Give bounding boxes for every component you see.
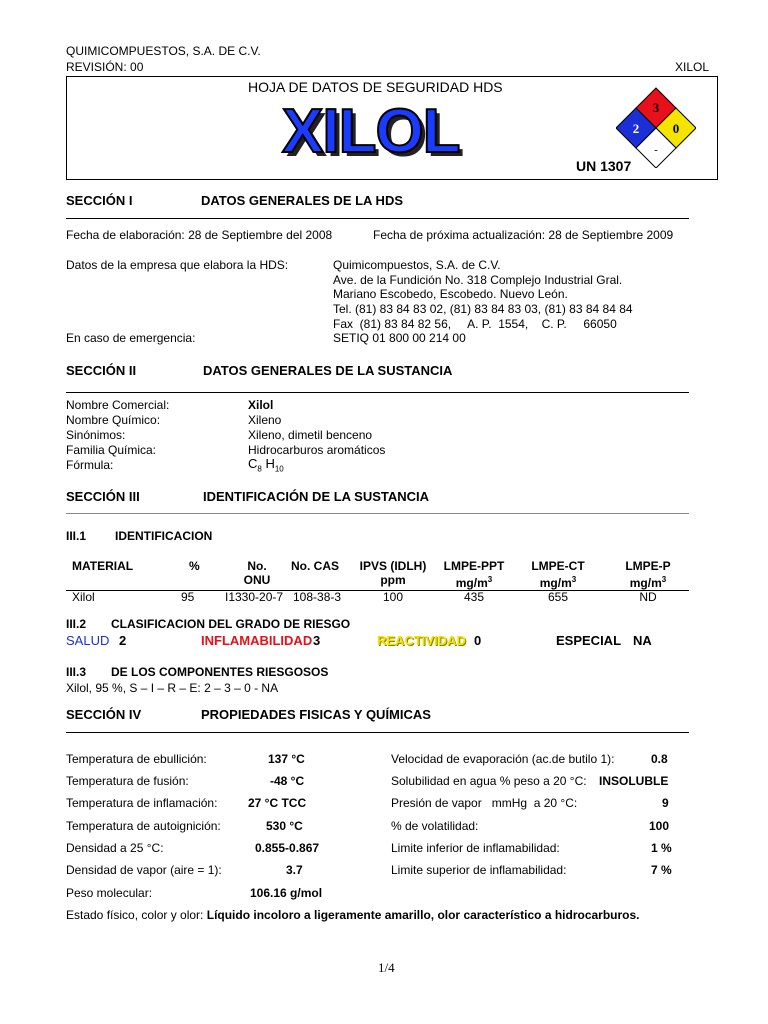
prop-value: 100 — [649, 819, 670, 833]
components-text: Xilol, 95 %, S – I – R – E: 2 – 3 – 0 - NA — [66, 681, 279, 695]
prop-label: Limite superior de inflamabilidad: — [391, 863, 567, 877]
familia-value: Hidrocarburos aromáticos — [248, 443, 386, 457]
section-3-number: SECCIÓN III — [66, 489, 140, 504]
td-cas: 108-38-3 — [293, 590, 342, 604]
prop-label: Peso molecular: — [66, 886, 153, 900]
empresa-label: Datos de la empresa que elabora la HDS: — [66, 258, 289, 272]
fecha-elaboracion: Fecha de elaboración: 28 de Septiembre del 2008 — [66, 228, 333, 242]
section-3-title: IDENTIFICACIÓN DE LA SUSTANCIA — [203, 489, 430, 504]
product-code: XILOL — [675, 60, 710, 74]
empresa-line: Fax (81) 83 84 82 56, A. P. 1554, C. P. 66050 — [333, 317, 617, 331]
prop-value: 27 °C TCC — [248, 796, 307, 810]
th-lmpe-ppt: LMPE-PPT $mg/m^3$ — [443, 559, 505, 590]
formula-value: $C_8$ $H_{10}$ — [248, 456, 284, 474]
nfpa-flammability-value: 3 — [652, 100, 660, 115]
prop-label: Temperatura de autoignición: — [66, 819, 221, 833]
section-1-number: SECCIÓN I — [66, 193, 133, 208]
prop-label: Limite inferior de inflamabilidad: — [391, 841, 560, 855]
prop-value: 0.855-0.867 — [255, 841, 320, 855]
section-2-title: DATOS GENERALES DE LA SUSTANCIA — [203, 363, 453, 378]
prop-value: 1 % — [651, 841, 672, 855]
prop-value: -48 °C — [270, 774, 305, 788]
nfpa-special-value: - — [654, 144, 658, 156]
prop-label: Presión de vapor mmHg a 20 °C: — [391, 796, 578, 810]
sub-iii3-number: III.3 — [66, 665, 87, 679]
td-percent: 95 — [181, 590, 195, 604]
prop-value: 7 % — [651, 863, 672, 877]
nombre-quimico-label: Nombre Químico: — [66, 413, 161, 427]
sub-iii1-title: IDENTIFICACION — [115, 529, 213, 543]
th-lmpe-p: LMPE-P $mg/m^3$ — [625, 559, 671, 590]
td-material: Xilol — [72, 590, 95, 604]
sub-iii2-title: CLASIFICACION DEL GRADO DE RIESGO — [111, 617, 351, 631]
th-material: MATERIAL — [72, 559, 134, 573]
section-4-divider — [66, 732, 689, 733]
un-number: UN 1307 — [576, 158, 632, 174]
reactividad-value: 0 — [474, 633, 482, 648]
th-ipvs: IPVS (IDLH) ppm — [359, 559, 427, 587]
especial-label: ESPECIAL — [556, 633, 622, 648]
product-big-title: XILOL — [282, 97, 460, 166]
sheet-title: HOJA DE DATOS DE SEGURIDAD HDS — [248, 79, 503, 95]
nfpa-health-value: 2 — [632, 121, 640, 136]
prop-value: 0.8 — [651, 752, 668, 766]
familia-label: Familia Química: — [66, 443, 157, 457]
prop-label: Temperatura de fusión: — [66, 774, 189, 788]
prop-value: 137 °C — [268, 752, 305, 766]
section-1-divider — [66, 218, 689, 219]
prop-label: Temperatura de ebullición: — [66, 752, 207, 766]
empresa-line: Ave. de la Fundición No. 318 Complejo Industrial Gral. — [333, 273, 623, 287]
prop-label: Densidad de vapor (aire = 1): — [66, 863, 222, 877]
sub-iii2-number: III.2 — [66, 617, 87, 631]
prop-value: 3.7 — [286, 863, 303, 877]
page-number: 1/4 — [378, 960, 395, 975]
section-2-divider — [66, 392, 689, 393]
td-ipvs: 100 — [382, 590, 404, 604]
nfpa-reactivity-value: 0 — [672, 121, 680, 136]
sub-iii1-number: III.1 — [66, 529, 87, 543]
section-3-divider — [66, 513, 689, 514]
nfpa-diamond-icon — [616, 86, 696, 168]
prop-label: Velocidad de evaporación (ac.de butilo 1): — [391, 752, 615, 766]
emergencia-label: En caso de emergencia: — [66, 331, 196, 345]
td-lmpe-ct: 655 — [547, 590, 569, 604]
prop-value: INSOLUBLE — [599, 774, 669, 788]
td-lmpe-ppt: 435 — [463, 590, 485, 604]
prop-value: 106.16 g/mol — [250, 886, 323, 900]
sinonimos-value: Xileno, dimetil benceno — [248, 428, 373, 442]
revision-label: REVISIÓN: 00 — [66, 60, 144, 74]
nombre-comercial-value: Xilol — [248, 398, 274, 412]
td-onu: I1330-20-7 — [225, 590, 284, 604]
sub-iii3-title: DE LOS COMPONENTES RIESGOSOS — [111, 665, 329, 679]
section-4-title: PROPIEDADES FISICAS Y QUÍMICAS — [201, 707, 431, 722]
prop-value: 530 °C — [266, 819, 303, 833]
company-name: QUIMICOMPUESTOS, S.A. DE C.V. — [66, 44, 261, 58]
th-onu: No. ONU — [243, 559, 271, 587]
empresa-line: Quimicompuestos, S.A. de C.V. — [333, 258, 501, 272]
section-4-number: SECCIÓN IV — [66, 707, 142, 722]
inflamabilidad-value: 3 — [313, 633, 321, 648]
empresa-line: Mariano Escobedo, Escobedo. Nuevo León. — [333, 287, 568, 301]
prop-label: Densidad a 25 °C: — [66, 841, 164, 855]
especial-value: NA — [633, 633, 652, 648]
nombre-comercial-label: Nombre Comercial: — [66, 398, 170, 412]
empresa-line: Tel. (81) 83 84 83 02, (81) 83 84 83 03, (81) 83 84 84 84 — [333, 302, 633, 316]
td-lmpe-p: ND — [639, 590, 657, 604]
prop-label: Temperatura de inflamación: — [66, 796, 218, 810]
inflamabilidad-label: INFLAMABILIDAD — [201, 633, 313, 648]
prop-label: % de volatilidad: — [391, 819, 479, 833]
salud-label: SALUD — [66, 633, 110, 648]
sinonimos-label: Sinónimos: — [66, 428, 126, 442]
th-percent: % — [189, 559, 200, 573]
th-cas: No. CAS — [291, 559, 339, 573]
fecha-actualizacion: Fecha de próxima actualización: 28 de Septiembre 2009 — [373, 228, 674, 242]
nombre-quimico-value: Xileno — [248, 413, 282, 427]
emergencia-value: SETIQ 01 800 00 214 00 — [333, 331, 466, 345]
section-2-number: SECCIÓN II — [66, 363, 137, 378]
formula-label: Fórmula: — [66, 458, 114, 472]
prop-label: Solubilidad en agua % peso a 20 °C: — [391, 774, 587, 788]
section-1-title: DATOS GENERALES DE LA HDS — [201, 193, 404, 208]
th-lmpe-ct: LMPE-CT $mg/m^3$ — [531, 559, 585, 590]
reactividad-label: REACTIVIDAD — [377, 633, 466, 648]
salud-value: 2 — [119, 633, 127, 648]
estado-fisico: Estado físico, color y olor: Líquido incoloro a ligeramente amarillo, olor característico a hidrocarburos. — [66, 908, 640, 922]
prop-value: 9 — [662, 796, 669, 810]
